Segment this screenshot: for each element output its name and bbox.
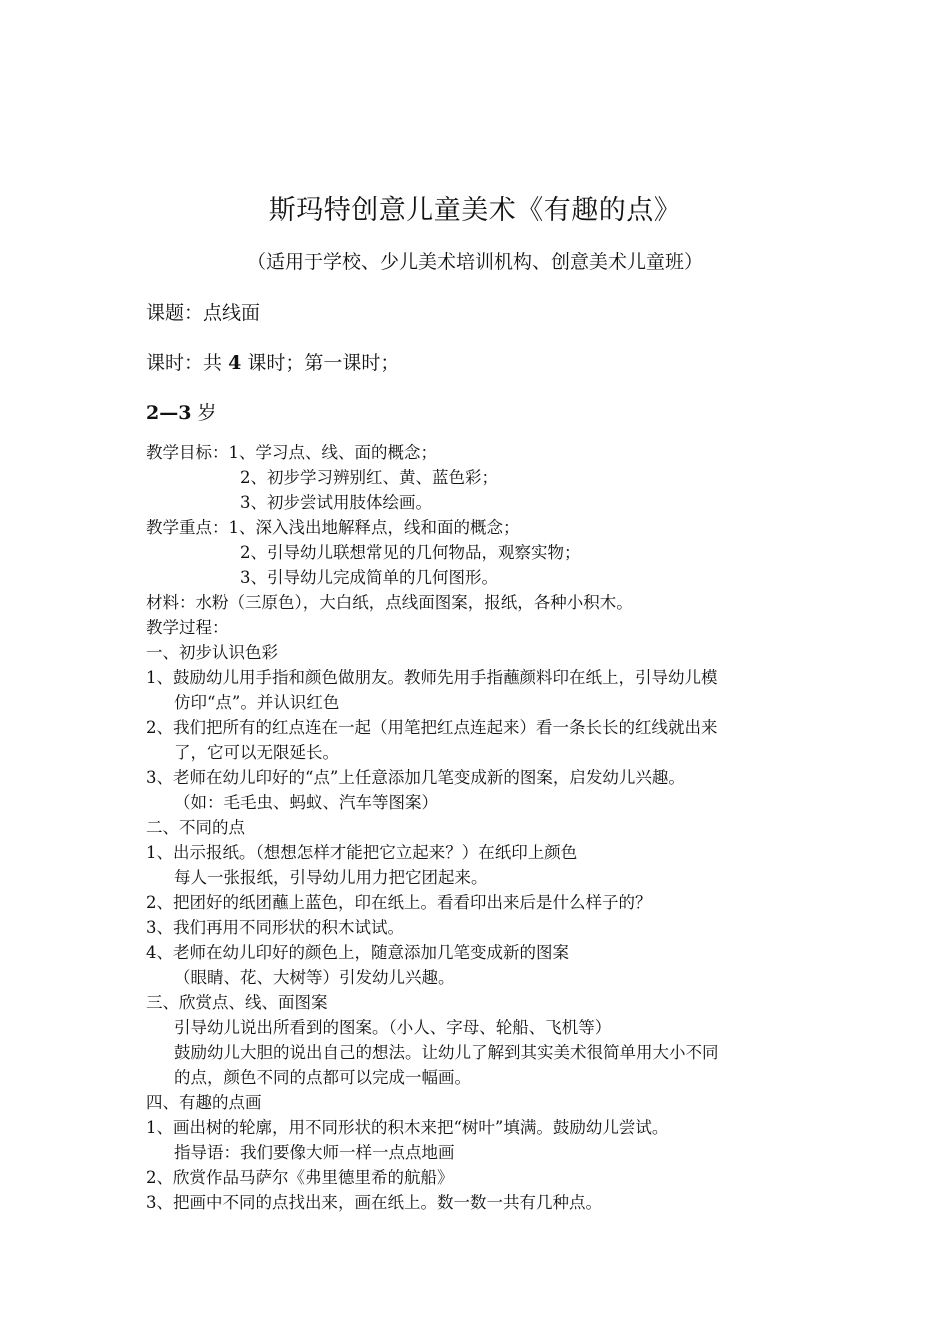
hours-suffix: 课时；第一课时； xyxy=(247,352,400,374)
age-range: 2—3 xyxy=(146,402,192,424)
step-line-cont: 指导语：我们要像大师一样一点点地画 xyxy=(174,1143,455,1162)
section-heading-1: 一、初步认识色彩 xyxy=(146,643,278,662)
hours-line xyxy=(146,348,399,375)
step-line: 3、把画中不同的点找出来，画在纸上。数一数一共有几种点。 xyxy=(146,1193,602,1212)
step-line: 1、出示报纸。（想想怎样才能把它立起来？）在纸印上颜色 xyxy=(146,843,578,862)
process-heading: 教学过程： xyxy=(146,618,229,637)
step-line: 4、老师在幼儿印好的颜色上，随意添加几笔变成新的图案 xyxy=(146,943,569,962)
step-line: 1、鼓励幼儿用手指和颜色做朋友。教师先用手指蘸颜料印在纸上，引导幼儿模 xyxy=(146,668,718,687)
section-heading-3: 三、欣赏点、线、面图案 xyxy=(146,993,328,1012)
goal-line-1: 教学目标：1、学习点、线、面的概念； xyxy=(146,443,437,462)
goal-line-2: 2、初步学习辨别红、黄、蓝色彩； xyxy=(240,468,498,487)
step-line: 2、欣赏作品马萨尔《弗里德里希的航船》 xyxy=(146,1168,454,1187)
document-title: 斯玛特创意儿童美术《有趣的点》 xyxy=(268,195,682,226)
age-line xyxy=(146,398,217,425)
section-heading-2: 二、不同的点 xyxy=(146,818,245,837)
document-subtitle: （适用于学校、少儿美术培训机构、创意美术儿童班） xyxy=(246,251,703,273)
age-unit: 岁 xyxy=(197,402,217,424)
step-line: 2、把团好的纸团蘸上蓝色，印在纸上。看看印出来后是什么样子的？ xyxy=(146,893,652,912)
step-line: 3、老师在幼儿印好的“点”上任意添加几笔变成新的图案，启发幼儿兴趣。 xyxy=(146,768,685,787)
step-line: 2、我们把所有的红点连在一起（用笔把红点连起来）看一条长长的红线就出来 xyxy=(146,718,718,737)
step-line: 1、画出树的轮廓，用不同形状的积木来把“树叶”填满。鼓励幼儿尝试。 xyxy=(146,1118,669,1137)
focus-line-3: 3、引导幼儿完成简单的几何图形。 xyxy=(240,568,498,587)
step-line-cont: （如：毛毛虫、蚂蚁、汽车等图案） xyxy=(174,793,438,812)
step-line-cont: 仿印“点”。并认识红色 xyxy=(174,693,340,712)
step-line-cont: 引导幼儿说出所看到的图案。（小人、字母、轮船、飞机等） xyxy=(174,1018,612,1037)
focus-line-1: 教学重点：1、深入浅出地解释点，线和面的概念； xyxy=(146,518,520,537)
topic-line: 课题：点线面 xyxy=(146,302,261,324)
step-line-cont: 每人一张报纸，引导幼儿用力把它团起来。 xyxy=(174,868,488,887)
hours-prefix: 课时：共 xyxy=(146,352,223,374)
step-line-cont: （眼睛、花、大树等）引发幼儿兴趣。 xyxy=(174,968,455,987)
goal-line-3: 3、初步尝试用肢体绘画。 xyxy=(240,493,432,512)
step-line-cont: 鼓励幼儿大胆的说出自己的想法。让幼儿了解到其实美术很简单用大小不同 xyxy=(174,1043,719,1062)
focus-line-2: 2、引导幼儿联想常见的几何物品，观察实物； xyxy=(240,543,581,562)
materials-line: 材料：水粉（三原色），大白纸，点线面图案，报纸，各种小积木。 xyxy=(146,593,633,612)
section-heading-4: 四、有趣的点画 xyxy=(146,1093,262,1112)
step-line-cont: 了，它可以无限延长。 xyxy=(174,743,339,762)
lesson-body xyxy=(146,440,826,1215)
hours-count: 4 xyxy=(228,352,242,374)
step-line-cont: 的点，颜色不同的点都可以完成一幅画。 xyxy=(174,1068,471,1087)
step-line: 3、我们再用不同形状的积木试试。 xyxy=(146,918,404,937)
